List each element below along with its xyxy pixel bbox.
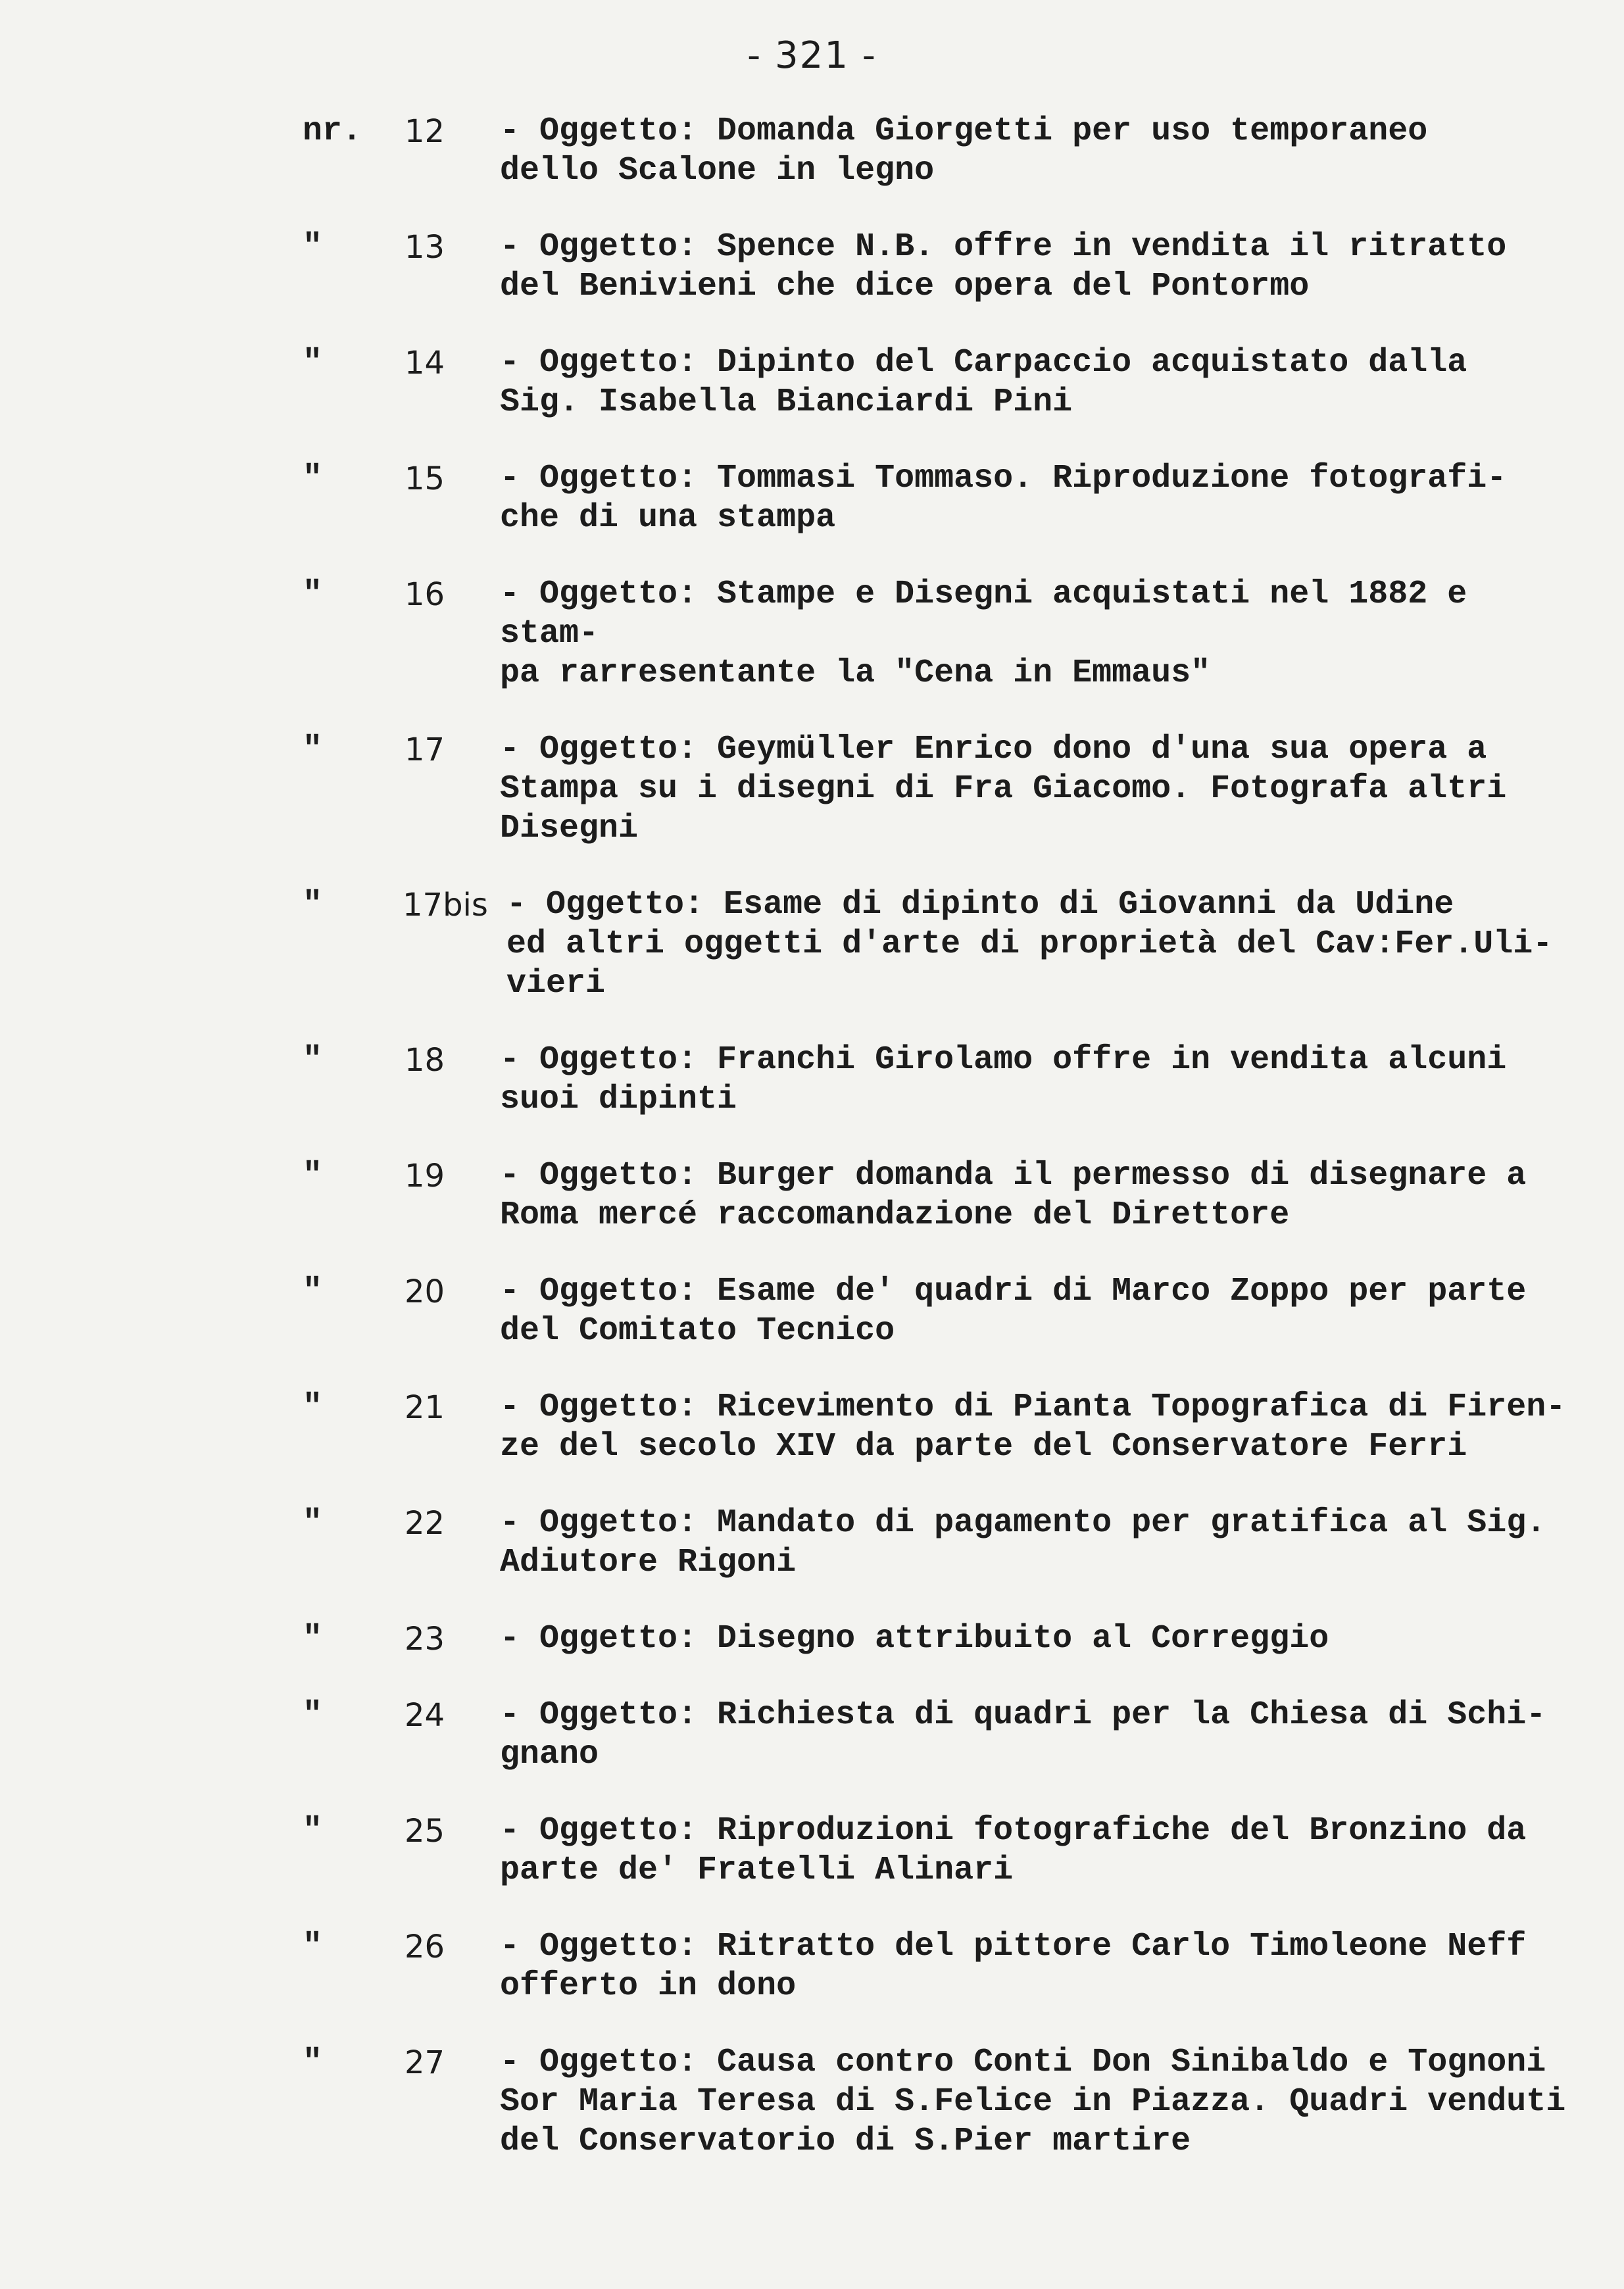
entry-prefix: " bbox=[303, 1157, 323, 1194]
entry-prefix: " bbox=[303, 1273, 323, 1310]
entry-prefix: " bbox=[303, 1620, 323, 1658]
list-item bbox=[0, 1696, 1624, 1775]
entry-prefix: " bbox=[303, 460, 323, 497]
entry-number: 20 bbox=[405, 1273, 445, 1310]
entry-number: 17bis bbox=[403, 887, 488, 923]
entry-line: del Conservatorio di S.Pier martire bbox=[500, 2123, 1191, 2160]
entry-line: - Oggetto: Esame de' quadri di Marco Zoppo per parte bbox=[500, 1273, 1527, 1310]
entry-text bbox=[506, 885, 1585, 1004]
entry-line: ze del secolo XIV da parte del Conservatore Ferri bbox=[500, 1428, 1467, 1465]
entry-text bbox=[500, 1041, 1579, 1120]
entry-line: - Oggetto: Esame di dipinto di Giovanni da Udine bbox=[506, 886, 1454, 923]
entry-line: gnano bbox=[500, 1736, 599, 1773]
entry-line: parte de' Fratelli Alinari bbox=[500, 1852, 1014, 1889]
list-item bbox=[0, 112, 1624, 191]
entry-line: - Oggetto: Franchi Girolamo offre in vendita alcuni bbox=[500, 1041, 1507, 1079]
entry-text bbox=[500, 1388, 1579, 1467]
entry-text bbox=[500, 1504, 1579, 1583]
list-item bbox=[0, 343, 1624, 422]
list-item bbox=[0, 575, 1624, 693]
entry-prefix: " bbox=[303, 731, 323, 768]
entry-line: - Oggetto: Burger domanda il permesso di disegnare a bbox=[500, 1157, 1527, 1194]
entry-line: - Oggetto: Dipinto del Carpaccio acquistato dalla bbox=[500, 344, 1467, 382]
entry-list bbox=[0, 112, 1624, 2198]
list-item bbox=[0, 1504, 1624, 1583]
entry-number: 18 bbox=[405, 1042, 445, 1079]
entry-line: del Comitato Tecnico bbox=[500, 1312, 895, 1350]
entry-number: 13 bbox=[405, 229, 445, 266]
entry-number: 23 bbox=[405, 1621, 445, 1658]
entry-line: - Oggetto: Spence N.B. offre in vendita il ritratto bbox=[500, 228, 1507, 266]
entry-number: 27 bbox=[405, 2044, 445, 2081]
entry-line: Sig. Isabella Bianciardi Pini bbox=[500, 383, 1073, 421]
entry-prefix: " bbox=[303, 2044, 323, 2081]
list-item bbox=[0, 1927, 1624, 2006]
entry-line: - Oggetto: Mandato di pagamento per gratifica al Sig. bbox=[500, 1504, 1546, 1542]
entry-text bbox=[500, 1619, 1579, 1659]
entry-text bbox=[500, 575, 1579, 693]
entry-line: vieri bbox=[506, 965, 606, 1002]
list-item bbox=[0, 1156, 1624, 1235]
entry-prefix: " bbox=[303, 1389, 323, 1426]
list-item bbox=[0, 1811, 1624, 1890]
entry-text bbox=[500, 112, 1579, 191]
entry-line: del Benivieni che dice opera del Pontormo bbox=[500, 268, 1310, 305]
list-item bbox=[0, 2043, 1624, 2161]
entry-prefix: " bbox=[303, 228, 323, 266]
entry-number: 21 bbox=[405, 1389, 445, 1426]
entry-text bbox=[500, 228, 1579, 307]
entry-text bbox=[500, 1156, 1579, 1235]
entry-prefix: nr. bbox=[303, 112, 362, 150]
entry-line: Disegni bbox=[500, 810, 639, 847]
entry-line: suoi dipinti bbox=[500, 1081, 737, 1118]
entry-number: 26 bbox=[405, 1929, 445, 1965]
list-item bbox=[0, 1619, 1624, 1659]
entry-text bbox=[500, 1696, 1579, 1775]
entry-prefix: " bbox=[303, 576, 323, 613]
entry-line: Adiutore Rigoni bbox=[500, 1544, 797, 1581]
list-item bbox=[0, 1272, 1624, 1351]
entry-line: che di una stampa bbox=[500, 499, 836, 537]
entry-number: 12 bbox=[405, 113, 445, 150]
entry-text bbox=[500, 1927, 1579, 2006]
entry-line: ed altri oggetti d'arte di proprietà del Cav:Fer.Uli- bbox=[506, 925, 1553, 963]
entry-text bbox=[500, 730, 1579, 849]
entry-number: 15 bbox=[405, 460, 445, 497]
entry-text bbox=[500, 343, 1579, 422]
entry-line: Roma mercé raccomandazione del Direttore bbox=[500, 1196, 1290, 1234]
entry-line: Stampa su i disegni di Fra Giacomo. Fotografa altri bbox=[500, 770, 1507, 808]
entry-number: 14 bbox=[405, 345, 445, 382]
entry-number: 19 bbox=[405, 1158, 445, 1194]
list-item bbox=[0, 885, 1624, 1004]
entry-number: 25 bbox=[405, 1813, 445, 1850]
entry-line: Sor Maria Teresa di S.Felice in Piazza. Quadri venduti bbox=[500, 2083, 1566, 2121]
entry-line: - Oggetto: Causa contro Conti Don Sinibaldo e Tognoni bbox=[500, 2044, 1546, 2081]
entry-prefix: " bbox=[303, 344, 323, 382]
entry-number: 16 bbox=[405, 576, 445, 613]
entry-line: pa rarresentante la "Cena in Emmaus" bbox=[500, 654, 1211, 692]
entry-line: dello Scalone in legno bbox=[500, 152, 935, 189]
entry-line: offerto in dono bbox=[500, 1967, 797, 2005]
entry-number: 24 bbox=[405, 1697, 445, 1734]
entry-line: - Oggetto: Domanda Giorgetti per uso temporaneo bbox=[500, 112, 1428, 150]
entry-line: - Oggetto: Geymüller Enrico dono d'una sua opera a bbox=[500, 731, 1487, 768]
entry-prefix: " bbox=[303, 1812, 323, 1850]
entry-prefix: " bbox=[303, 1696, 323, 1734]
page-number: - 321 - bbox=[747, 34, 877, 77]
list-item bbox=[0, 730, 1624, 849]
entry-prefix: " bbox=[303, 1041, 323, 1079]
list-item bbox=[0, 1388, 1624, 1467]
entry-text bbox=[500, 1272, 1579, 1351]
entry-line: - Oggetto: Disegno attribuito al Correggio bbox=[500, 1620, 1329, 1658]
entry-number: 22 bbox=[405, 1505, 445, 1542]
entry-line: - Oggetto: Ricevimento di Pianta Topografica di Firen- bbox=[500, 1389, 1566, 1426]
entry-line: - Oggetto: Richiesta di quadri per la Chiesa di Schi- bbox=[500, 1696, 1546, 1734]
entry-line: - Oggetto: Ritratto del pittore Carlo Timoleone Neff bbox=[500, 1928, 1527, 1965]
entry-text bbox=[500, 2043, 1579, 2161]
list-item bbox=[0, 228, 1624, 307]
entry-line: - Oggetto: Tommasi Tommaso. Riproduzione fotografi- bbox=[500, 460, 1507, 497]
list-item bbox=[0, 1041, 1624, 1120]
entry-line: - Oggetto: Stampe e Disegni acquistati nel 1882 e stam- bbox=[500, 576, 1487, 652]
entry-line: - Oggetto: Riproduzioni fotografiche del Bronzino da bbox=[500, 1812, 1527, 1850]
entry-text bbox=[500, 1811, 1579, 1890]
entry-prefix: " bbox=[303, 1504, 323, 1542]
entry-number: 17 bbox=[405, 731, 445, 768]
list-item bbox=[0, 459, 1624, 538]
entry-text bbox=[500, 459, 1579, 538]
entry-prefix: " bbox=[303, 886, 323, 923]
entry-prefix: " bbox=[303, 1928, 323, 1965]
